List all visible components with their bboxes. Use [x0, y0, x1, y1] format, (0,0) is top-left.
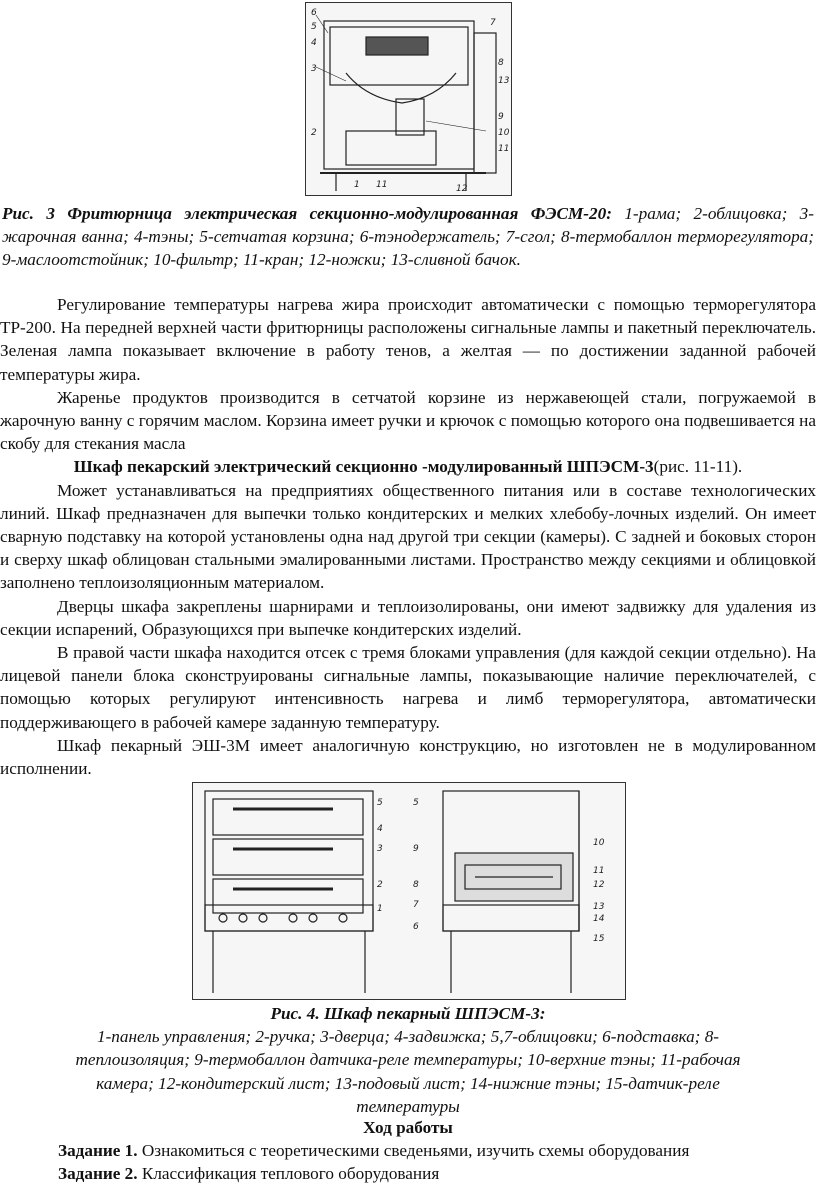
- paragraph: В правой части шкафа находится отсек с тремя блоками управления (для каждой секции отдельно). На лицевой панели блока сконструированы сигнальные лампы, показывающие наличие переключателей, с помощью которых регулируют интенсивность нагрева и лимб терморегулятора, автоматически поддерживающего в рабочей камере заданную температуру.: [0, 643, 816, 732]
- callout-label: 4: [377, 824, 383, 834]
- work-heading: Ход работы: [363, 1118, 453, 1137]
- callout-label: 9: [413, 844, 419, 854]
- figure2-caption: [0, 1002, 816, 1118]
- task-2-text: Классификация теплового оборудования: [137, 1164, 440, 1184]
- callout-label: 3: [311, 64, 317, 74]
- figure2-caption-line: 1-панель управления; 2-ручка; 3-дверца; 4-задвижка; 5,7-облицовки; 6-подставка; 8-: [96, 1027, 720, 1047]
- oven-diagram: [192, 782, 626, 1000]
- callout-label: 10: [498, 128, 510, 138]
- paragraph: Шкаф пекарный ЭШ-3М имеет аналогичную конструкцию, но изготовлен не в модулированном исполнении.: [0, 735, 816, 779]
- callout-label: 9: [498, 112, 504, 122]
- callout-label: 1: [377, 904, 383, 914]
- paragraph: Может устанавливаться на предприятиях общественного питания или в составе технологических линий. Шкаф предназначен для выпечки только кондитерских и мелких хлебобу-лочных изделий. Он имеет сварную подставку на которой установлены одна над другой три секции (камеры). С задней и боковых сторон и сверху шкаф облицован стальными эмалированными листами. Пространство между секциями и облицовкой заполнено теплоизоляционным материалом.: [0, 480, 816, 593]
- callout-label: 8: [498, 58, 504, 68]
- figure2-caption-line: температуры: [356, 1096, 460, 1116]
- callout-label: 7: [490, 18, 496, 28]
- section-heading-bold: Шкаф пекарский электрический секционно -модулированный ШПЭСМ-3: [73, 457, 654, 477]
- callout-label: 10: [593, 838, 605, 848]
- callout-label: 1: [354, 180, 360, 190]
- callout-label: 5: [377, 798, 383, 808]
- task-1-text: Ознакомиться с теоретическими сведеньями, изучить схемы оборудования: [137, 1141, 690, 1161]
- figure2-caption-line: камера; 12-кондитерский лист; 13-подовый лист; 14-нижние тэны; 15-датчик-реле: [96, 1073, 720, 1093]
- figure1-caption-legend: 1-рама; 2-облицовка; 3-жарочная ванна; 4-тэны; 5-сетчатая корзина; 6-тэнодержатель; 7-сгол; 8-термобаллон терморегулятора; 9-маслоотстойник; 10-фильтр; 11-кран; 12-ножки; 13-сливной бачок.: [2, 204, 815, 270]
- paragraph: Дверцы шкафа закреплены шарнирами и теплоизолированы, они имеют задвижку для удаления из секции испарений, Образующихся при выпечке кондитерских изделий.: [0, 596, 816, 639]
- callout-label: 13: [498, 76, 510, 86]
- callout-label: 11: [498, 144, 510, 154]
- task-2-label: Задание 2.: [58, 1164, 138, 1184]
- callout-label: 13: [593, 902, 605, 912]
- figure1-caption: [0, 202, 816, 272]
- fryer-diagram: [305, 2, 512, 196]
- callout-label: 6: [413, 922, 419, 932]
- section-heading: [0, 455, 816, 478]
- callout-label: 7: [413, 900, 419, 910]
- paragraph: Жаренье продуктов производится в сетчатой корзине из нержавеющей стали, погружаемой в жарочную ванну с горячим маслом. Корзина имеет ручки и крючок с помощью которого она подвешивается на скобу для стекания масла: [0, 387, 816, 454]
- figure1-caption-title: Рис. 3 Фритюрница электрическая секционно-модулированная ФЭСМ-20:: [2, 204, 612, 223]
- callout-label: 8: [413, 880, 419, 890]
- task-2: [0, 1162, 816, 1185]
- callout-label: 11: [376, 180, 388, 190]
- callout-label: 11: [593, 866, 605, 876]
- work-section: [0, 1116, 816, 1186]
- body-text: [0, 293, 816, 780]
- task-1-label: Задание 1.: [58, 1141, 138, 1161]
- callout-label: 4: [311, 38, 317, 48]
- callout-label: 2: [377, 880, 383, 890]
- callout-label: 12: [456, 184, 468, 194]
- callout-label: 14: [593, 914, 605, 924]
- section-heading-ref: (рис. 11-11).: [653, 457, 743, 477]
- paragraph: Регулирование температуры нагрева жира происходит автоматически с помощью терморегулятора ТР-200. На передней верхней части фритюрницы расположены сигнальные лампы и пакетный переключатель. Зеленая лампа показывает включение в работу тенов, а желтая — по достижении заданной рабочей температуры жира.: [0, 295, 816, 384]
- figure2-caption-title: Рис. 4. Шкаф пекарный ШПЭСМ-3:: [270, 1004, 546, 1023]
- callout-label: 3: [377, 844, 383, 854]
- callout-label: 5: [311, 22, 317, 32]
- callout-label: 2: [311, 128, 317, 138]
- callout-label: 12: [593, 880, 605, 890]
- figure2-caption-line: теплоизоляция; 9-термобаллон датчика-реле температуры; 10-верхние тэны; 11-рабочая: [75, 1050, 741, 1070]
- callout-label: 5: [413, 798, 419, 808]
- task-1: [0, 1139, 816, 1162]
- callout-label: 15: [593, 934, 605, 944]
- callout-label: 6: [311, 8, 317, 18]
